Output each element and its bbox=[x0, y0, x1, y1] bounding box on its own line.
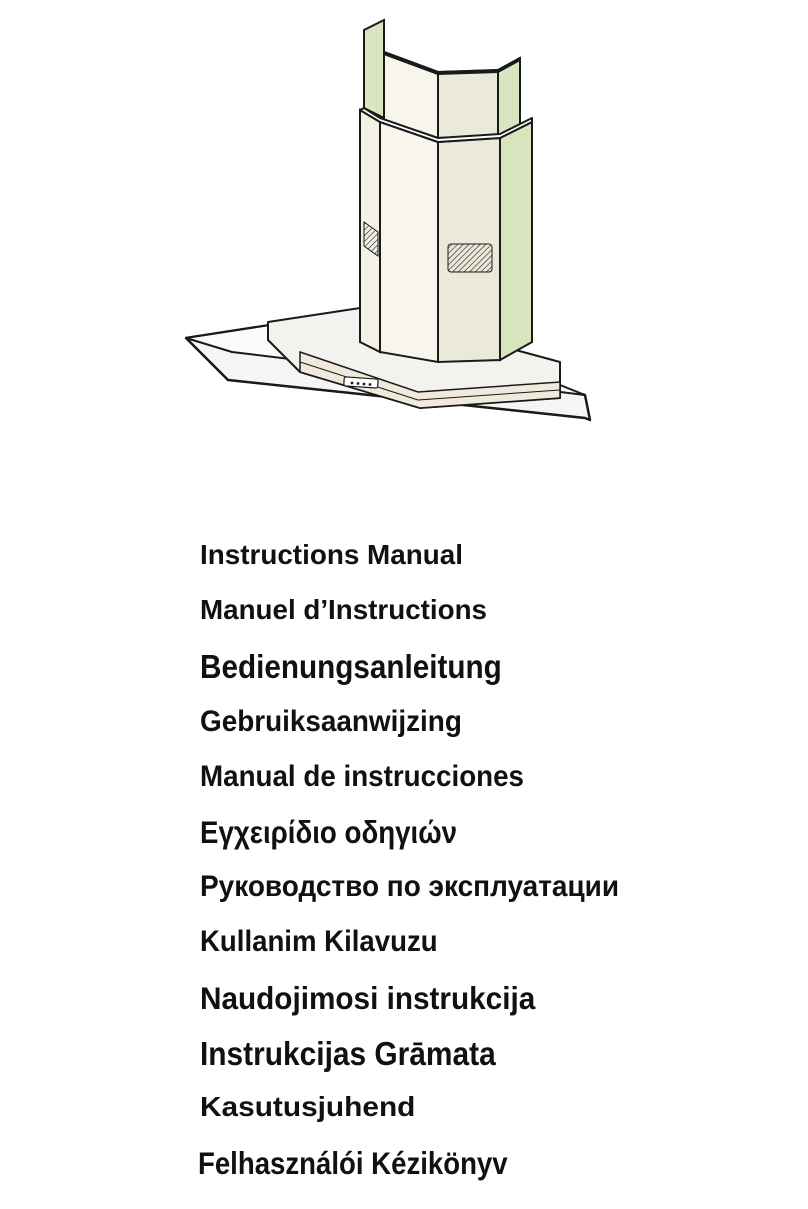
manual-title-es: Manual de instrucciones bbox=[200, 760, 525, 793]
manual-title-nl: Gebruiksaanwijzing bbox=[200, 705, 462, 738]
manual-title-ru: Руководство по эксплуатации bbox=[200, 870, 620, 903]
manual-title-et: Kasutusjuhend bbox=[200, 1091, 416, 1122]
manual-title-tr: Kullanim Kilavuzu bbox=[200, 925, 438, 958]
manual-title-hu: Felhasználói Kézikönyv bbox=[198, 1145, 508, 1181]
manual-title-lv: Instrukcijas Grāmata bbox=[200, 1036, 496, 1073]
manual-title-de: Bedienungsanleitung bbox=[200, 649, 502, 686]
manual-title-en: Instructions Manual bbox=[200, 539, 463, 570]
manual-title-fr: Manuel d’Instructions bbox=[200, 594, 487, 625]
manual-title-lt: Naudojimosi instrukcija bbox=[200, 980, 536, 1016]
manual-title-el: Εγχειρίδιο οδηγιών bbox=[200, 814, 458, 850]
